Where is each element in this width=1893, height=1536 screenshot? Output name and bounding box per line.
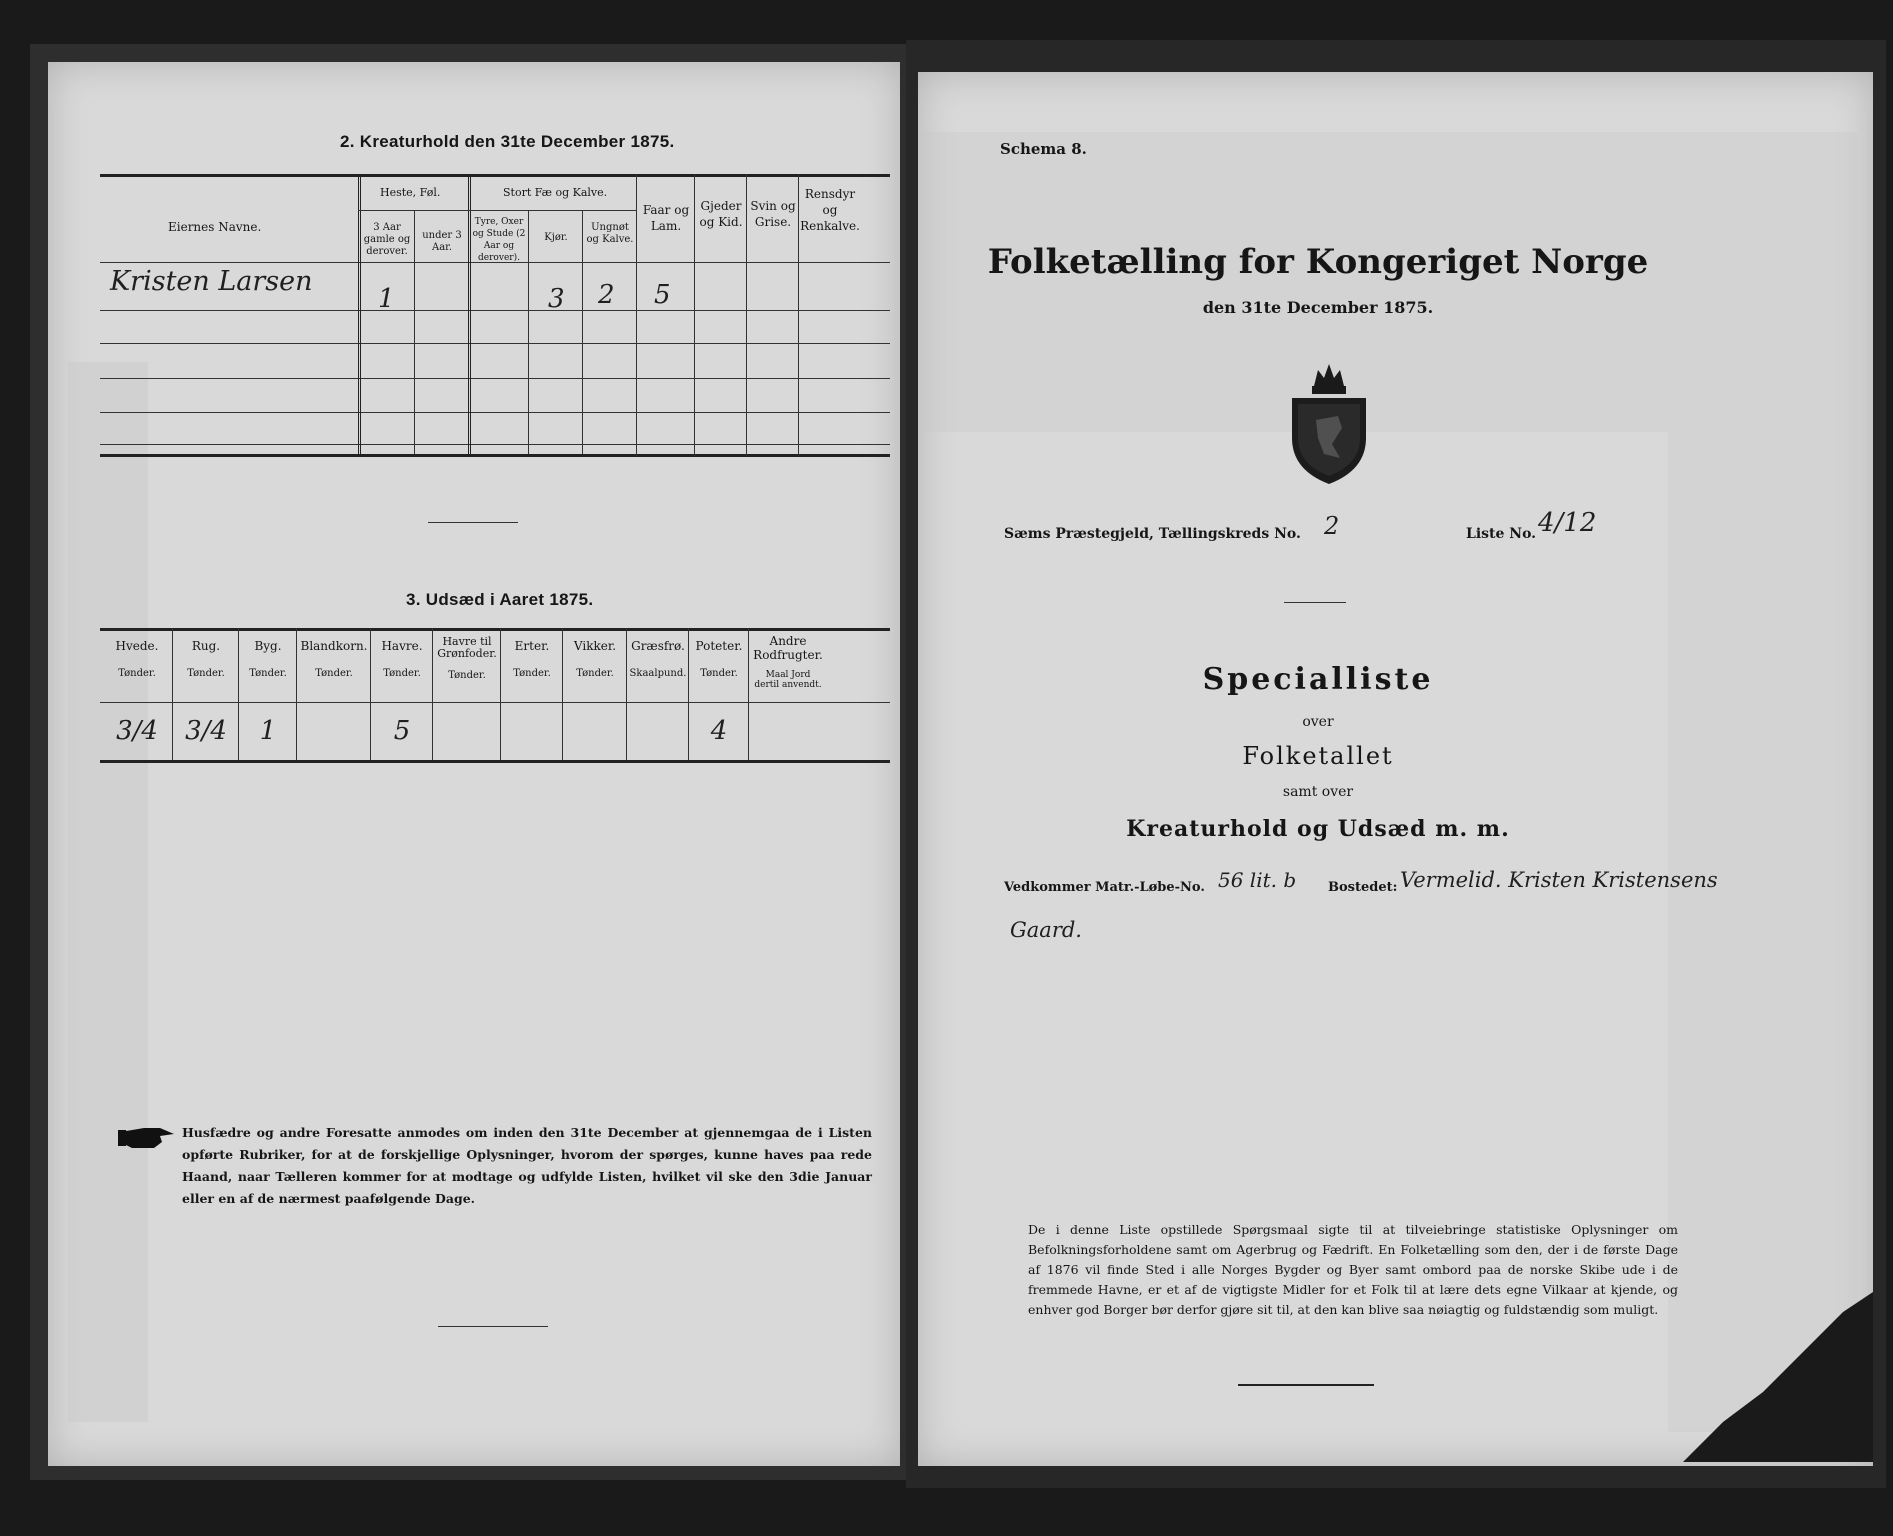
bosted-value-line-2: Gaard. bbox=[1010, 918, 1082, 942]
oats-value: 5 bbox=[393, 716, 411, 746]
seed-header-rule bbox=[100, 702, 890, 703]
matr-label: Vedkommer Matr.-Løbe-No. bbox=[1004, 880, 1205, 895]
col-goats: Gjeder og Kid. bbox=[699, 199, 743, 229]
livestock-row-rule bbox=[100, 412, 890, 413]
seed-col-divider bbox=[238, 628, 239, 760]
livestock-table-top-rule bbox=[100, 174, 890, 177]
livestock-col-divider bbox=[636, 174, 637, 456]
col-sheep: Faar og Lam. bbox=[642, 203, 690, 233]
horses-3plus-value: 1 bbox=[378, 284, 395, 314]
seed-col-other-roots-unit: Maal Jord dertil anvendt. bbox=[754, 670, 822, 690]
seed-col-divider bbox=[562, 628, 563, 760]
seed-col-oats: Havre. bbox=[381, 639, 423, 653]
seed-col-mixed-grain: Blandkorn. bbox=[300, 639, 368, 653]
col-young-cattle: Ungnøt og Kalve. bbox=[586, 222, 634, 245]
potatoes-value: 4 bbox=[710, 716, 728, 746]
seed-col-peas-unit: Tønder. bbox=[513, 668, 551, 679]
livestock-group-rule bbox=[358, 210, 636, 211]
seed-col-potatoes: Poteter. bbox=[695, 639, 743, 653]
seed-table-bottom-rule bbox=[100, 760, 890, 763]
samt-over-label: samt over bbox=[1282, 784, 1354, 800]
seed-col-potatoes-unit: Tønder. bbox=[700, 668, 738, 679]
district-label: Sæms Præstegjeld, Tællingskreds No. bbox=[1004, 526, 1301, 542]
bleed-through-column bbox=[68, 362, 148, 1422]
schema-label: Schema 8. bbox=[1000, 140, 1087, 158]
bleed-through-right-column bbox=[1668, 132, 1858, 1432]
section-separator bbox=[428, 522, 518, 523]
livestock-row-rule bbox=[100, 444, 890, 445]
pointing-hand-icon bbox=[118, 1122, 178, 1156]
seed-col-other-roots: Andre Rodfrugter. bbox=[753, 634, 823, 662]
livestock-title: 2. Kreaturhold den 31te December 1875. bbox=[340, 132, 675, 151]
seed-col-mixed-grain-unit: Tønder. bbox=[315, 668, 353, 679]
seed-col-rye-unit: Tønder. bbox=[187, 668, 225, 679]
owner-column-header: Eiernes Navne. bbox=[168, 220, 262, 234]
intro-text: De i denne Liste opstillede Spørgsmaal sigte til at tilveiebringe statistiske Oplysninger om Befolkningsforholdene samt om Agerbrug og Fædrift. En Folketælling som den, der i de første Dage af 1876 vil finde Sted i alle Norges Bygder og Byer samt ombord paa de norske Skibe ude i de fremmede Havne, er et af de vigtigste Midler for et Folk til at lære dets egne Vilkaar at kjende, og enhver god Borger bør derfor gjøre sit til, at den kan blive saa nøiagtig og fuldstændig som muligt. bbox=[1028, 1222, 1678, 1317]
seed-col-divider bbox=[370, 628, 371, 760]
tellingskreds-value: 2 bbox=[1324, 512, 1340, 540]
seed-col-peas: Erter. bbox=[514, 639, 550, 653]
specialliste-heading: Specialliste bbox=[1202, 662, 1434, 697]
col-reindeer: Rensdyr og Renkalve. bbox=[800, 187, 860, 233]
seed-col-grass-seed-unit: Skaalpund. bbox=[629, 668, 687, 679]
seed-col-divider bbox=[688, 628, 689, 760]
kreaturhold-heading: Kreaturhold og Udsæd m. m. bbox=[1126, 816, 1510, 842]
over-label-1: over bbox=[1302, 714, 1334, 730]
owner-name-value: Kristen Larsen bbox=[110, 266, 313, 297]
liste-value: 4/12 bbox=[1538, 508, 1597, 538]
seed-col-barley: Byg. bbox=[254, 639, 282, 653]
barley-value: 1 bbox=[259, 716, 277, 746]
rye-value: 3/4 bbox=[185, 716, 227, 746]
torn-corner bbox=[1683, 1292, 1873, 1466]
bosted-value: Vermelid. Kristen Kristensens bbox=[1400, 868, 1718, 892]
livestock-table-bottom-rule bbox=[100, 454, 890, 457]
young-cattle-value: 2 bbox=[598, 280, 615, 310]
seed-title: 3. Udsæd i Aaret 1875. bbox=[406, 590, 594, 609]
liste-label: Liste No. bbox=[1466, 526, 1537, 542]
bosted-label: Bostedet: bbox=[1328, 880, 1398, 895]
seed-col-grass-seed: Græsfrø. bbox=[631, 639, 685, 653]
seed-col-oats-unit: Tønder. bbox=[383, 668, 421, 679]
seed-col-green-oats: Havre til Grønfoder. bbox=[437, 635, 497, 660]
seed-col-wheat-unit: Tønder. bbox=[118, 668, 156, 679]
title-separator bbox=[1284, 602, 1346, 603]
sheep-value: 5 bbox=[654, 280, 671, 310]
livestock-row-rule bbox=[100, 310, 890, 311]
norwegian-coat-of-arms-icon bbox=[1284, 358, 1374, 492]
col-horses-3plus: 3 Aar gamle og derover. bbox=[363, 222, 411, 257]
livestock-col-divider bbox=[798, 174, 799, 456]
livestock-row-rule bbox=[100, 343, 890, 344]
folketallet-heading: Folketallet bbox=[1242, 742, 1394, 770]
seed-col-wheat: Hvede. bbox=[115, 639, 159, 653]
livestock-col-divider bbox=[746, 174, 747, 456]
cattle-group-header: Stort Fæ og Kalve. bbox=[503, 186, 608, 199]
seed-col-rye: Rug. bbox=[191, 639, 221, 653]
col-horses-under3: under 3 Aar. bbox=[422, 230, 462, 253]
left-page bbox=[48, 62, 900, 1466]
livestock-col-divider bbox=[358, 174, 361, 456]
col-pigs: Svin og Grise. bbox=[750, 199, 796, 229]
seed-col-vetch: Vikker. bbox=[573, 639, 617, 653]
livestock-col-divider bbox=[414, 210, 415, 454]
seed-col-divider bbox=[296, 628, 297, 760]
seed-col-divider bbox=[172, 628, 173, 760]
footer-separator bbox=[1238, 1384, 1374, 1386]
livestock-col-divider bbox=[528, 210, 529, 454]
seed-col-divider bbox=[748, 628, 749, 760]
cows-value: 3 bbox=[548, 284, 565, 314]
seed-col-barley-unit: Tønder. bbox=[249, 668, 287, 679]
seed-col-green-oats-unit: Tønder. bbox=[448, 670, 486, 681]
seed-col-vetch-unit: Tønder. bbox=[576, 668, 614, 679]
census-date: den 31te December 1875. bbox=[1202, 298, 1434, 317]
seed-col-divider bbox=[626, 628, 627, 760]
page-end-separator bbox=[438, 1326, 548, 1327]
col-bulls-oxen: Tyre, Oxer og Stude (2 Aar og derover). bbox=[472, 217, 526, 263]
livestock-col-divider bbox=[582, 210, 583, 454]
livestock-row-rule bbox=[100, 378, 890, 379]
wheat-value: 3/4 bbox=[116, 716, 158, 746]
livestock-col-divider bbox=[694, 174, 695, 456]
notice-text: Husfædre og andre Foresatte anmodes om inden den 31te December at gjennemgaa de i Listen opførte Rubriker, for at de forskjellige Oplysninger, hvorom der spørges, kunne haves paa rede Haand, naar Tælleren kommer for at modtage og udfylde Listen, hvilket vil ske den 3die Januar eller en af de nærmest paafølgende Dage. bbox=[182, 1125, 872, 1206]
col-cows: Kjør. bbox=[544, 232, 568, 243]
census-title: Folketælling for Kongeriget Norge bbox=[987, 242, 1649, 282]
seed-table-top-rule bbox=[100, 628, 890, 631]
seed-col-divider bbox=[432, 628, 433, 760]
horses-group-header: Heste, Føl. bbox=[380, 186, 441, 199]
right-page bbox=[918, 72, 1873, 1466]
seed-col-divider bbox=[500, 628, 501, 760]
matr-value: 56 lit. b bbox=[1218, 868, 1297, 892]
